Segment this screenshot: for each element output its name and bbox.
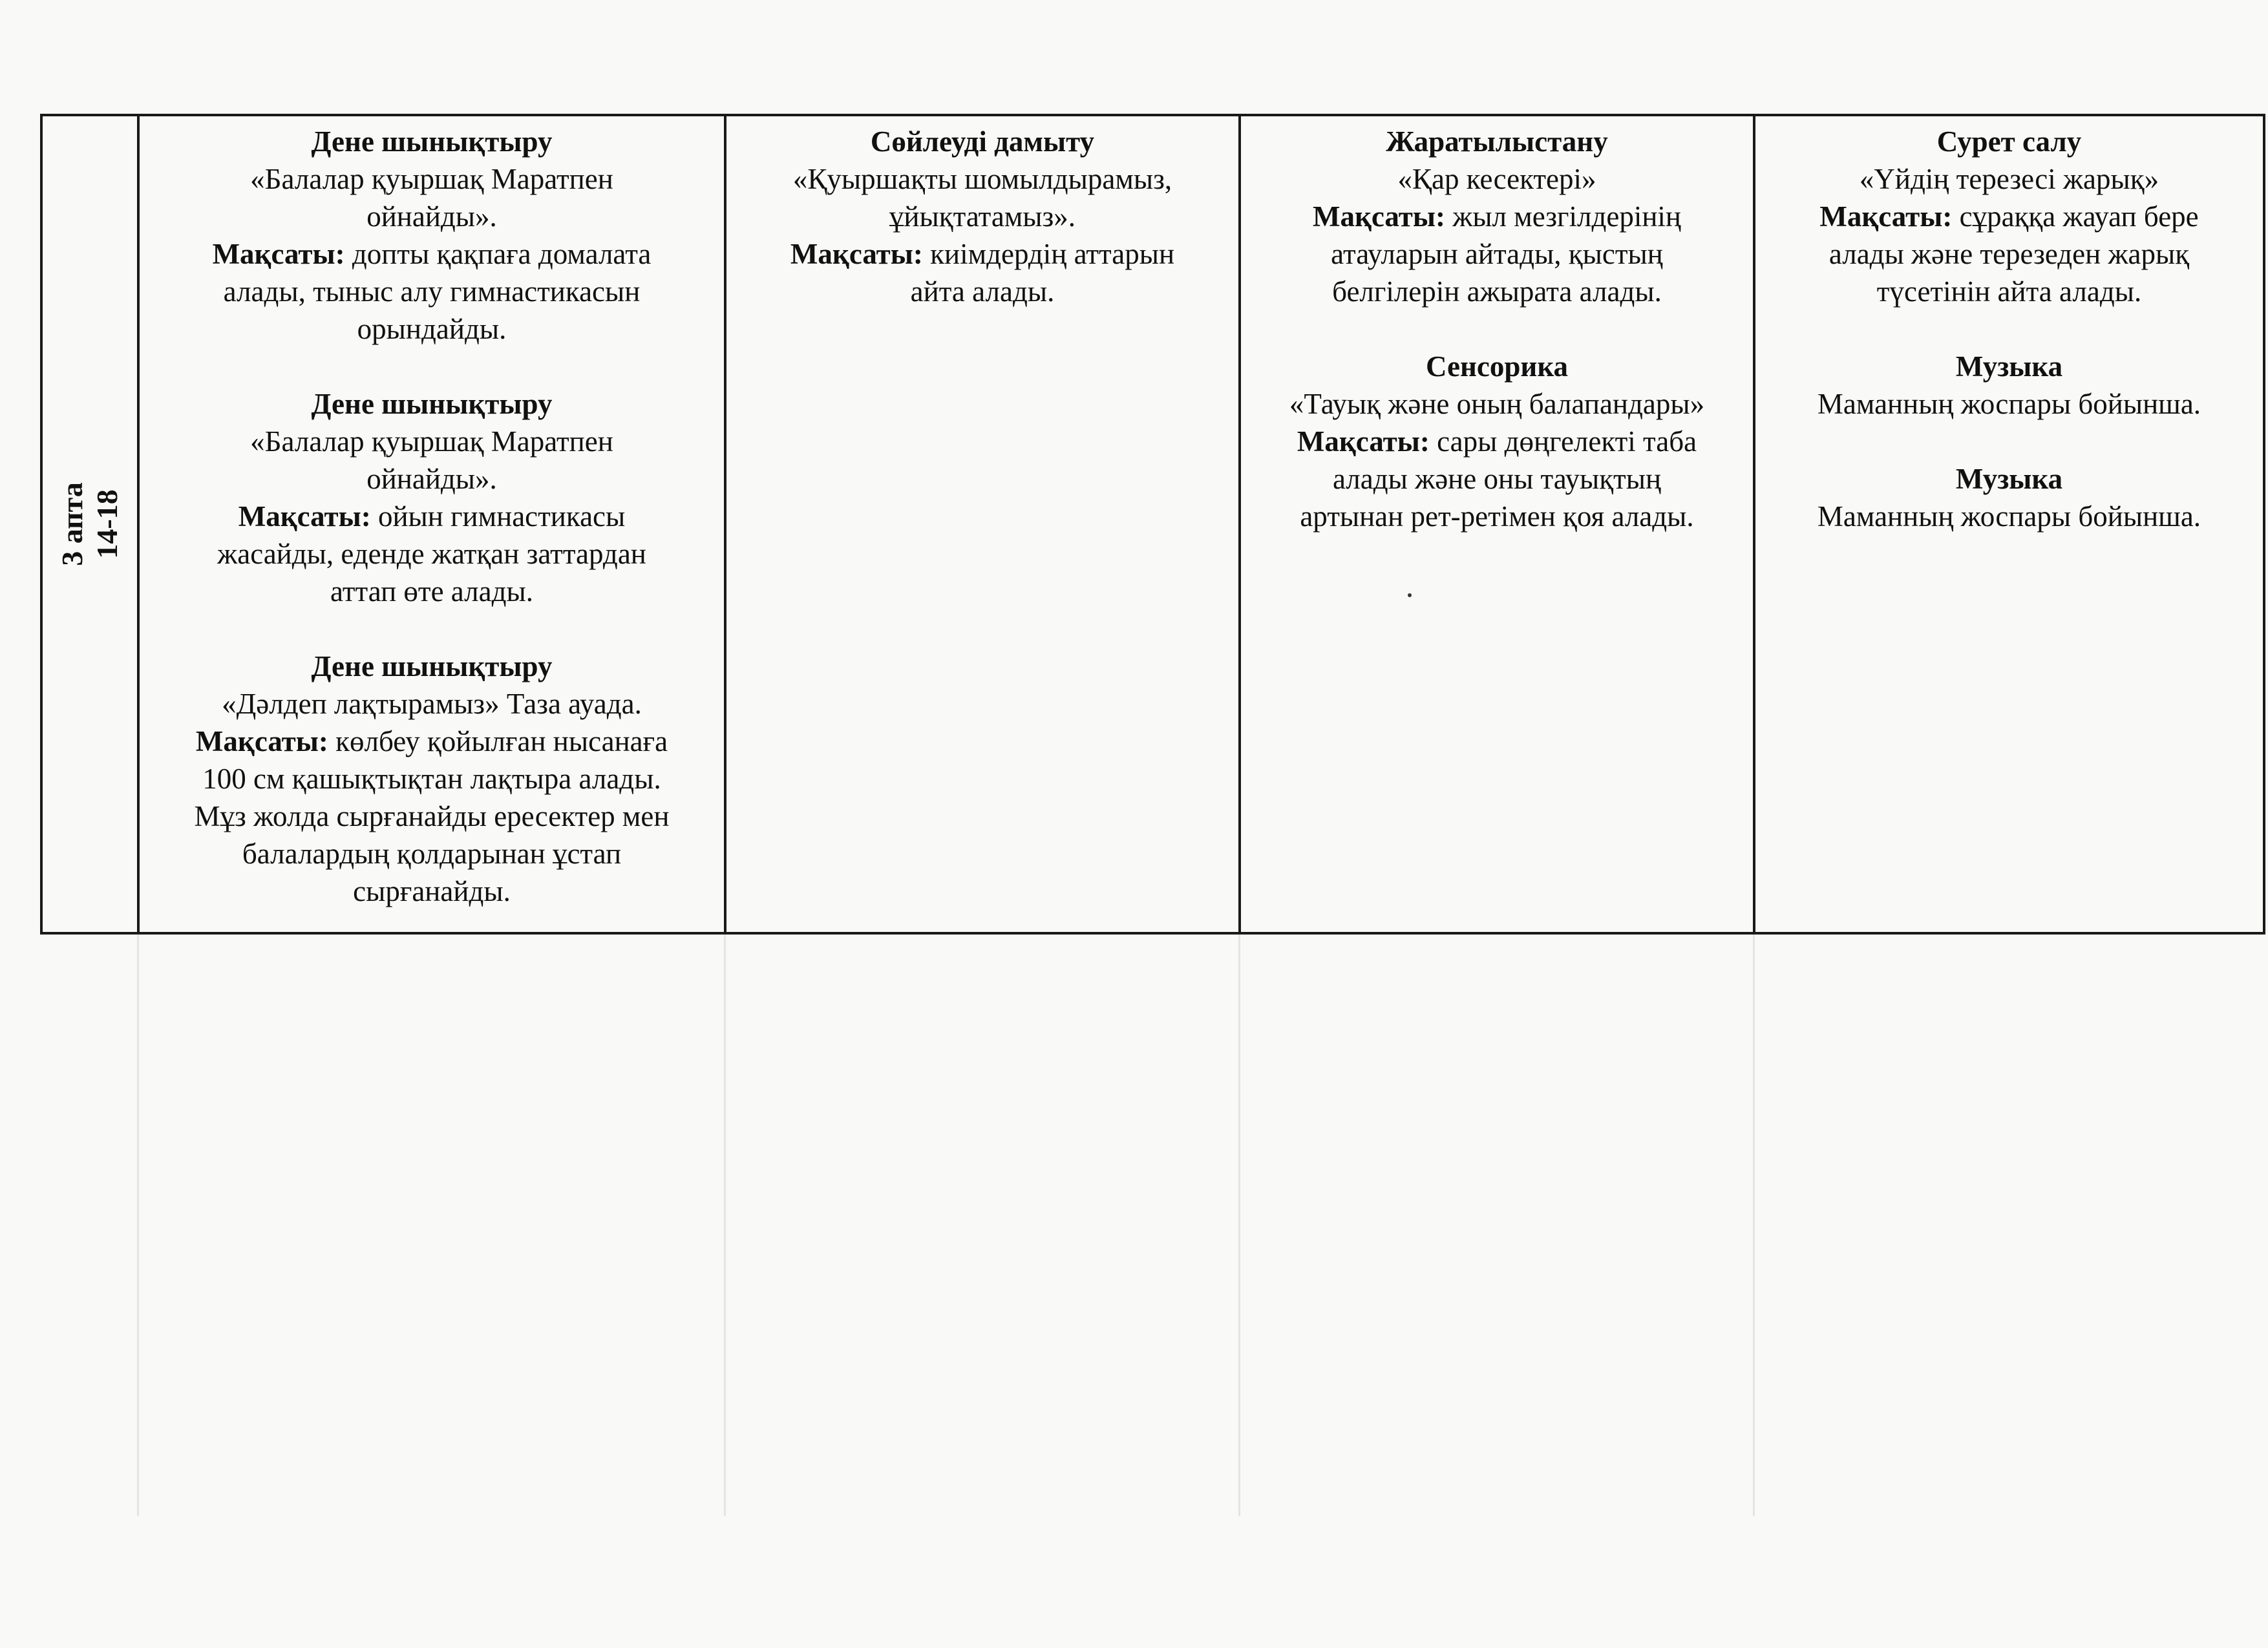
activity-title: «Қуыршақты шомылдырамыз,: [792, 163, 1172, 195]
activity-title: «Дәлдеп лақтырамыз» Таза ауада.: [222, 688, 642, 720]
goal-text: алады және оны тауықтың: [1332, 463, 1662, 495]
goal-text: түсетінін айта алады.: [1876, 275, 2142, 308]
activity-title: «Үйдің терезесі жарық»: [1859, 163, 2159, 195]
goal-label: Мақсаты:: [1313, 200, 1445, 233]
activity-title: «Балалар қуыршақ Маратпен: [250, 425, 613, 458]
activity-title: «Тауық және оның балапандары»: [1289, 388, 1705, 420]
goal-text: сары дөңгелекті таба: [1429, 425, 1697, 458]
subject-title: Жаратылыстану: [1386, 125, 1608, 158]
goal-text: артынан рет-ретімен қоя алады.: [1300, 500, 1694, 533]
goal-text: 100 см қашықтықтан лақтыра алады.: [202, 763, 661, 795]
goal-text: аттап өте алады.: [330, 575, 533, 607]
week-label: [55, 482, 125, 566]
spacer: [1770, 310, 2249, 348]
activity-cell-drawing-music: [1754, 115, 2264, 933]
activity-title: ойнайды».: [366, 200, 497, 233]
goal-label: Мақсаты:: [790, 238, 923, 270]
goal-text: алады және терезеден жарық: [1828, 238, 2190, 270]
goal-text: Мұз жолда сырғанайды ересектер мен: [194, 800, 670, 832]
goal-label: Мақсаты:: [1297, 425, 1430, 458]
goal-text: сұраққа жауап бере: [1952, 200, 2199, 233]
spacer: [1770, 423, 2249, 460]
goal-text: атауларын айтады, қыстың: [1331, 238, 1663, 270]
activity-goal: [1255, 423, 1739, 460]
reverse-side-bleed-through: [40, 935, 2263, 1516]
activity-goal: [1770, 198, 2249, 235]
subject-title: Сөйлеуді дамыту: [870, 125, 1095, 158]
goal-text: Маманның жоспары бойынша.: [1817, 388, 2201, 420]
week-number: 3 апта: [56, 482, 89, 566]
goal-label: Мақсаты:: [212, 238, 345, 270]
activity-goal: [154, 723, 710, 760]
goal-text: көлбеу қойылған нысанаға: [328, 725, 668, 757]
spacer: [154, 348, 710, 385]
goal-text: киімдердің аттарын: [922, 238, 1175, 270]
subject-title: Дене шынықтыру: [311, 388, 553, 420]
activity-cell-natural-science: [1240, 115, 1754, 933]
activity-title: ұйықтатамыз».: [889, 200, 1076, 233]
goal-label: Мақсаты:: [238, 500, 371, 533]
activity-goal: [154, 235, 710, 273]
goal-text: допты қақпаға домалата: [344, 238, 652, 270]
subject-title: Дене шынықтыру: [311, 125, 553, 158]
week-dates: 14-18: [90, 489, 123, 559]
week-label-cell: [41, 115, 138, 933]
weekly-plan-table: [40, 114, 2265, 935]
spacer: [1255, 310, 1739, 348]
goal-text: орындайды.: [357, 313, 507, 345]
ghost-divider: [724, 935, 726, 1516]
activity-cell-speech-development: [725, 115, 1240, 933]
activity-cell-physical-education: [138, 115, 725, 933]
activity-goal: [1255, 198, 1739, 235]
spacer: [154, 610, 710, 648]
subject-title: Музыка: [1955, 463, 2063, 495]
goal-text: сырғанайды.: [353, 875, 511, 907]
activity-title: «Балалар қуыршақ Маратпен: [250, 163, 613, 195]
ghost-divider: [1238, 935, 1240, 1516]
subject-title: Сурет салу: [1936, 125, 2082, 158]
goal-label: Мақсаты:: [195, 725, 328, 757]
goal-text: ойын гимнастикасы: [370, 500, 626, 533]
subject-title: Дене шынықтыру: [311, 650, 553, 682]
goal-text: алады, тыныс алу гимнастикасын: [223, 275, 641, 308]
scan-speck: [1408, 593, 1412, 597]
goal-label: Мақсаты:: [1819, 200, 1953, 233]
goal-text: белгілерін ажырата алады.: [1332, 275, 1662, 308]
goal-text: жыл мезгілдерінің: [1445, 200, 1681, 233]
ghost-divider: [1753, 935, 1755, 1516]
activity-title: ойнайды».: [366, 463, 497, 495]
activity-goal: [741, 235, 1224, 273]
goal-text: айта алады.: [910, 275, 1055, 308]
goal-text: Маманның жоспары бойынша.: [1817, 500, 2201, 533]
goal-text: жасайды, еденде жатқан заттардан: [217, 538, 646, 570]
subject-title: Музыка: [1955, 350, 2063, 383]
ghost-divider: [137, 935, 139, 1516]
goal-text: балалардың қолдарынан ұстап: [242, 838, 622, 870]
week-row: [41, 115, 2264, 933]
subject-title: Сенсорика: [1425, 350, 1569, 383]
activity-goal: [154, 498, 710, 535]
activity-title: «Қар кесектері»: [1397, 163, 1596, 195]
